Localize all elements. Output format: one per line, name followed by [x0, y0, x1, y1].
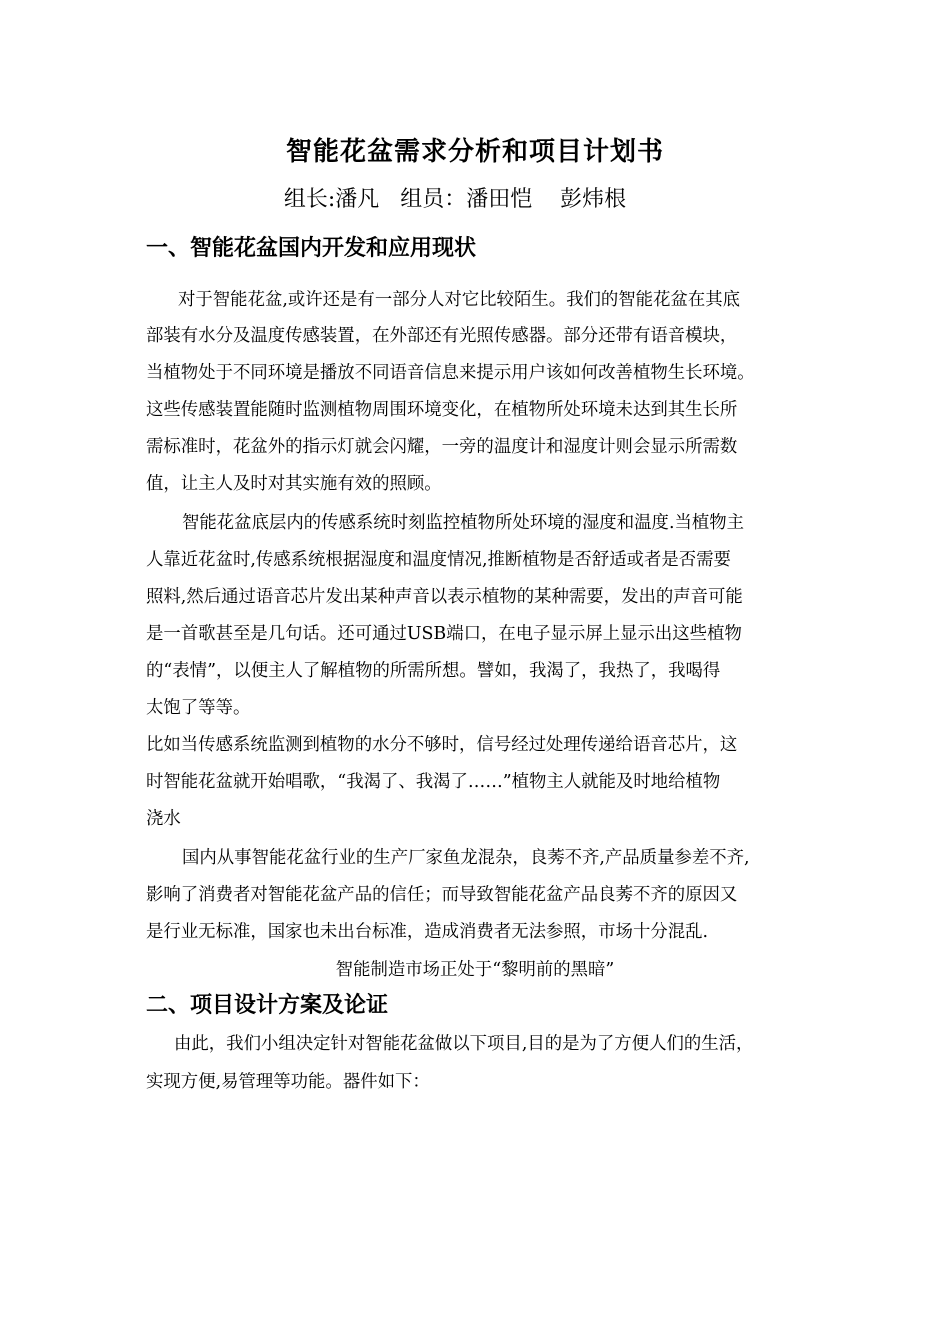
document-title: 智能花盆需求分析和项目计划书	[285, 137, 664, 167]
paragraph-line: 浇水	[146, 809, 181, 829]
paragraph-line: 对于智能花盆,或许还是有一部分人对它比较陌生。我们的智能花盆在其底	[178, 290, 741, 310]
paragraph-line: 需标准时，花盆外的指示灯就会闪耀，一旁的温度计和湿度计则会显示所需数	[146, 437, 738, 457]
paragraph-line: 照料,然后通过语音芯片发出某种声音以表示植物的某种需要，发出的声音可能	[146, 587, 743, 607]
paragraph-line: 影响了消费者对智能花盆产品的信任；而导致智能花盆产品良莠不齐的原因又	[146, 885, 738, 905]
paragraph-line: 当植物处于不同环境是播放不同语音信息来提示用户该如何改善植物生长环境。	[146, 363, 755, 383]
paragraph-line: 实现方便,易管理等功能。器件如下：	[146, 1072, 430, 1092]
paragraph-line: 的“表情”，以便主人了解植物的所需所想。譬如，我渴了，我热了，我喝得	[146, 661, 721, 681]
centered-quote: 智能制造市场正处于“黎明前的黑暗”	[335, 960, 615, 980]
paragraph-line: 比如当传感系统监测到植物的水分不够时，信号经过处理传递给语音芯片，这	[146, 735, 738, 755]
paragraph-line: 值，让主人及时对其实施有效的照顾。	[146, 474, 442, 494]
paragraph-line: 这些传感装置能随时监测植物周围环境变化，在植物所处环境未达到其生长所	[146, 400, 738, 420]
section-2-heading: 二、项目设计方案及论证	[146, 992, 389, 1018]
paragraph-line: 人靠近花盆时,传感系统根据湿度和温度情况,推断植物是否舒适或者是否需要	[146, 550, 731, 570]
paragraph-line: 智能花盆底层内的传感系统时刻监控植物所处环境的湿度和温度.当植物主	[182, 513, 745, 533]
paragraph-line: 太饱了等等。	[146, 698, 251, 718]
section-1-heading: 一、智能花盆国内开发和应用现状	[146, 235, 477, 261]
paragraph-line: 由此，我们小组决定针对智能花盆做以下项目,目的是为了方便人们的生活，	[174, 1034, 754, 1054]
paragraph-line: 国内从事智能花盆行业的生产厂家鱼龙混杂，良莠不齐,产品质量参差不齐,	[182, 848, 750, 868]
team-members: 组长:潘凡 组员：潘田恺 彭炜根	[283, 187, 627, 212]
paragraph-line: 部装有水分及温度传感装置，在外部还有光照传感器。部分还带有语音模块，	[146, 326, 738, 346]
paragraph-line: 是行业无标准，国家也未出台标准，造成消费者无法参照，市场十分混乱.	[146, 922, 709, 942]
paragraph-line: 是一首歌甚至是几句话。还可通过USB端口，在电子显示屏上显示出这些植物	[146, 624, 742, 644]
paragraph-line: 时智能花盆就开始唱歌，“我渴了、我渴了……”植物主人就能及时地给植物	[146, 772, 721, 792]
